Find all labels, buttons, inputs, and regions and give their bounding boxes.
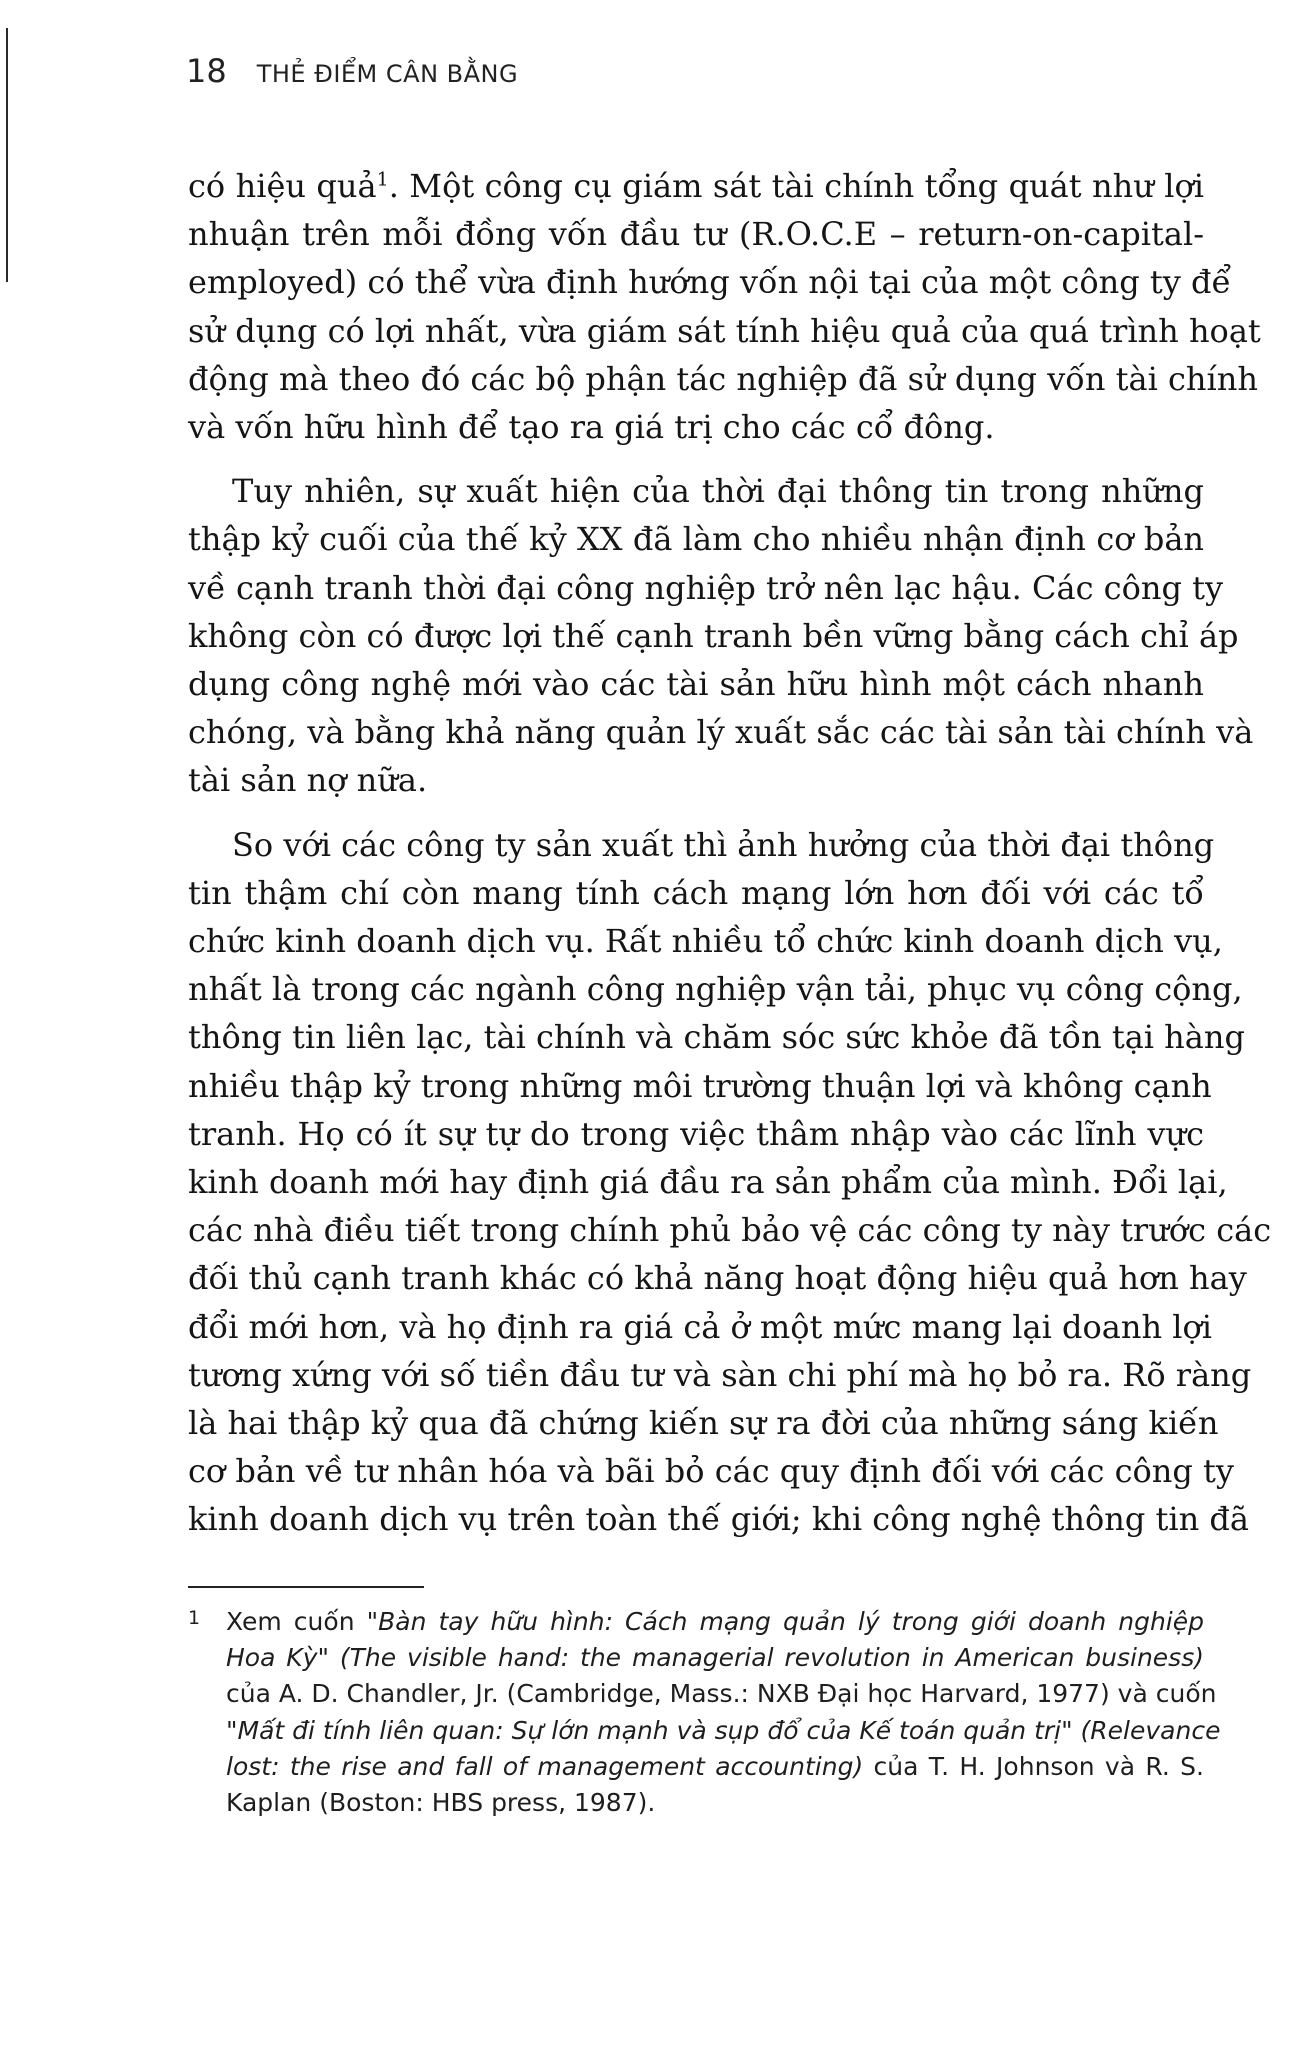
text-line: đổi mới hơn, và họ định ra giá cả ở một mức mang lại doanh lợi [188,1307,1212,1346]
paragraph [188,821,1272,1544]
text-line: thông tin liên lạc, tài chính và chăm sóc sức khỏe đã tồn tại hàng [188,1018,1245,1057]
footnote-line [226,1713,1221,1749]
paragraph [188,162,1261,451]
page-binding-edge [6,28,8,282]
footnote-line [226,1785,1204,1821]
footnote-text: của T. H. Johnson và R. S. [863,1751,1204,1781]
footnote-divider [188,1586,424,1588]
italic-title: "Mất đi tính liên quan: Sự lớn mạnh và sụp đổ của Kế toán quản trị" (Relevance [226,1715,1221,1745]
running-title: THẺ ĐIỂM CÂN BẰNG [256,60,519,88]
footnote-1 [188,1604,1221,1821]
text-line: dụng công nghệ mới vào các tài sản hữu hình một cách nhanh [188,665,1204,704]
text-line: Tuy nhiên, sự xuất hiện của thời đại thông tin trong những [232,472,1204,511]
text-line: không còn có được lợi thế cạnh tranh bền vững bằng cách chỉ áp [188,616,1239,655]
text-line: tin thậm chí còn mang tính cách mạng lớn hơn đối với các tổ [188,873,1204,912]
footnote-line [226,1640,1204,1676]
footnote-text: Kaplan (Boston: HBS press, 1987). [226,1788,656,1818]
text-line: kinh doanh dịch vụ trên toàn thế giới; khi công nghệ thông tin đã [188,1500,1249,1539]
footnotes [188,1604,1221,1821]
text-line: về cạnh tranh thời đại công nghiệp trở nên lạc hậu. Các công ty [188,568,1224,607]
footnote-line [226,1604,1204,1640]
text-line: nhất là trong các ngành công nghiệp vận tải, phục vụ công cộng, [188,970,1243,1009]
text-line: là hai thập kỷ qua đã chứng kiến sự ra đời của những sáng kiến [188,1404,1219,1443]
text-line: cơ bản về tư nhân hóa và bãi bỏ các quy định đối với các công ty [188,1452,1234,1491]
paragraph [188,467,1254,804]
text-line: tương xứng với số tiền đầu tư và sàn chi phí mà họ bỏ ra. Rõ ràng [188,1355,1252,1394]
running-header [186,52,518,90]
italic-title: lost: the rise and fall of management accounting) [226,1751,864,1781]
footnote-marker: 1 [188,1607,201,1629]
text-line: nhuận trên mỗi đồng vốn đầu tư (R.O.C.E – return-on-capital- [188,215,1204,254]
footnote-text: Xem cuốn [226,1607,367,1636]
footnote-text: của A. D. Chandler, Jr. (Cambridge, Mass.: NXB Đại học Harvard, 1977) và cuốn [226,1679,1217,1709]
text-line: và vốn hữu hình để tạo ra giá trị cho các cổ đông. [188,408,995,447]
text-line: tranh. Họ có ít sự tự do trong việc thâm nhập vào các lĩnh vực [188,1114,1204,1153]
text-line: chóng, và bằng khả năng quản lý xuất sắc các tài sản tài chính và [188,713,1254,752]
text-line: nhiều thập kỷ trong những môi trường thuận lợi và không cạnh [188,1066,1212,1105]
text-line: các nhà điều tiết trong chính phủ bảo vệ các công ty này trước các [188,1211,1272,1250]
text-line: sử dụng có lợi nhất, vừa giám sát tính hiệu quả của quá trình hoạt [188,311,1261,350]
text-segment: có hiệu quả [188,167,377,205]
text-line [188,162,1204,210]
text-line: đối thủ cạnh tranh khác có khả năng hoạt động hiệu quả hơn hay [188,1259,1247,1298]
text-line: So với các công ty sản xuất thì ảnh hưởng của thời đại thông [232,825,1215,864]
text-line: kinh doanh mới hay định giá đầu ra sản phẩm của mình. Đổi lại, [188,1163,1228,1202]
text-line: tài sản nợ nữa. [188,761,428,800]
page-number: 18 [186,52,227,90]
footnote-reference[interactable]: 1 [376,168,389,191]
text-line: thập kỷ cuối của thế kỷ XX đã làm cho nhiều nhận định cơ bản [188,520,1204,559]
footnote-line [226,1749,1204,1785]
text-line: employed) có thể vừa định hướng vốn nội tại của một công ty để [188,263,1232,302]
italic-title: "Bàn tay hữu hình: Cách mạng quản lý trong giới doanh nghiệp [366,1607,1204,1636]
text-line: động mà theo đó các bộ phận tác nghiệp đã sử dụng vốn tài chính [188,359,1258,398]
text-segment: . Một công cụ giám sát tài chính tổng quát như lợi [388,167,1205,205]
italic-title: Hoa Kỳ" (The visible hand: the managerial revolution in American business) [226,1643,1204,1673]
footnote-line [226,1676,1217,1712]
text-line: chức kinh doanh dịch vụ. Rất nhiều tổ chức kinh doanh dịch vụ, [188,922,1223,961]
main-text [188,162,1272,1560]
